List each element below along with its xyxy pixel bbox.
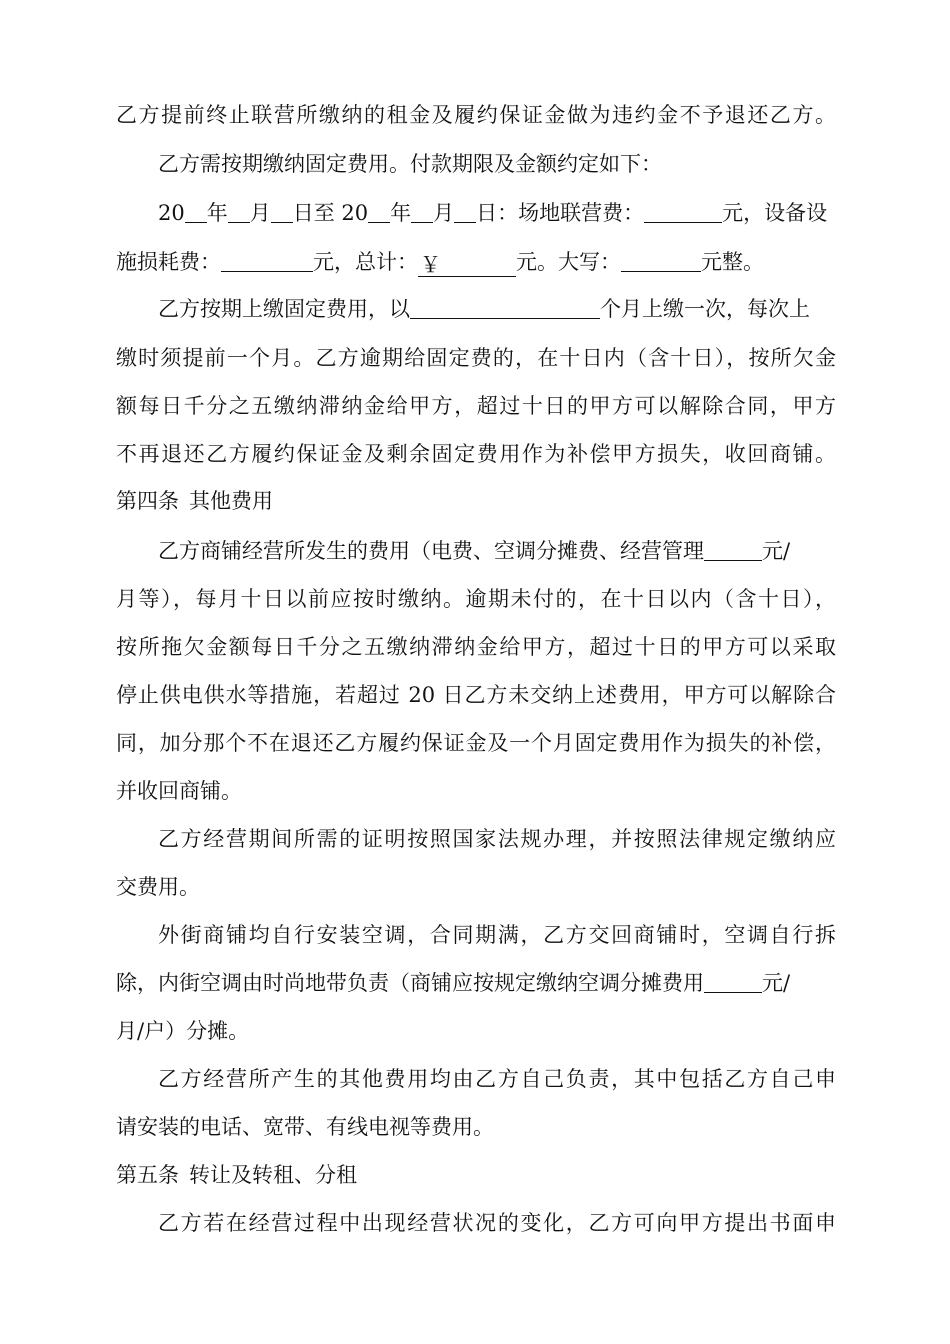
paragraph-line: 请安装的电话、宽带、有线电视等费用。: [116, 1115, 494, 1139]
text-fragment: 年: [206, 201, 228, 225]
paragraph-line: 缴时须提前一个月。乙方逾期给固定费的，在十日内（含十日），按所欠金: [116, 346, 836, 370]
text-fragment: 元。大写：: [516, 250, 621, 274]
paragraph-line: 外街商铺均自行安装空调，合同期满，乙方交回商铺时，空调自行拆: [158, 923, 836, 947]
blank-day-end: [454, 200, 476, 223]
paragraph-line: 乙方经营所产生的其他费用均由乙方自己负责，其中包括乙方自己申: [158, 1067, 836, 1091]
blank-day-start: [271, 200, 293, 223]
blank-amount-in-words: [621, 249, 701, 272]
paragraph-line: 月/户）分摊。: [116, 1019, 250, 1043]
installment-line: [158, 294, 836, 324]
blank-total-amount: [418, 254, 516, 277]
text-fragment: 元/: [762, 539, 791, 563]
article-5-heading: [116, 1160, 836, 1190]
blank-year-end: [368, 200, 390, 223]
text-fragment: 月: [433, 201, 455, 225]
blank-equipment-fee: [221, 249, 313, 272]
paragraph-line: 并收回商铺。: [116, 779, 242, 803]
paragraph-line: 乙方若在经营过程中出现经营状况的变化，乙方可向甲方提出书面申: [158, 1211, 836, 1235]
text-fragment: 元/: [762, 971, 791, 995]
text-fragment: 元，总计：: [313, 250, 418, 274]
paragraph-line: 同，加分那个不在退还乙方履约保证金及一个月固定费用作为损失的补偿，: [116, 731, 836, 755]
paragraph-line: 乙方经营期间所需的证明按照国家法规办理，并按照法律规定缴纳应: [158, 827, 836, 851]
paragraph-line: 月等），每月十日以前应按时缴纳。逾期未付的，在十日以内（含十日），: [116, 587, 836, 611]
blank-month-end: [411, 200, 433, 223]
paragraph-line: 额每日千分之五缴纳滞纳金给甲方，超过十日的甲方可以解除合同，甲方: [116, 394, 836, 418]
article-number: 第四条: [116, 489, 179, 513]
blank-management-fee: [704, 538, 762, 561]
article-4-heading: [116, 486, 836, 516]
payment-period-line: [158, 198, 836, 228]
text-fragment: 除，内街空调由时尚地带负责（商铺应按规定缴纳空调分摊费用: [116, 971, 704, 995]
blank-installment-months: [410, 296, 600, 319]
text-fragment: 日：场地联营费：: [476, 201, 645, 225]
yen-sign: ￥: [420, 253, 441, 277]
paragraph-line: 乙方需按期缴纳固定费用。付款期限及金额约定如下：: [158, 152, 662, 176]
article-title: 转让及转租、分租: [189, 1163, 357, 1187]
text-fragment: 月: [249, 201, 271, 225]
paragraph-line: 乙方提前终止联营所缴纳的租金及履约保证金做为违约金不予退还乙方。: [116, 103, 836, 127]
paragraph-line: 交费用。: [116, 875, 200, 899]
other-fees-line: [158, 536, 836, 566]
text-fragment: 元，设备设: [722, 201, 828, 225]
aircon-share-line: [116, 968, 836, 998]
article-number: 第五条: [116, 1163, 179, 1187]
text-fragment: 施损耗费：: [116, 250, 221, 274]
paragraph-line: 按所拖欠金额每日千分之五缴纳滞纳金给甲方，超过十日的甲方可以采取: [116, 635, 836, 659]
blank-month-start: [228, 200, 250, 223]
text-fragment: 乙方按期上缴固定费用，以: [158, 297, 410, 321]
fee-total-line: [116, 247, 836, 277]
paragraph-line: 不再退还乙方履约保证金及剩余固定费用作为补偿甲方损失，收回商铺。: [116, 442, 836, 466]
blank-aircon-fee: [704, 970, 762, 993]
text-fragment: 个月上缴一次，每次上: [600, 297, 810, 321]
blank-year-start: [185, 200, 207, 223]
text-fragment: 元整。: [701, 250, 764, 274]
text-fragment: 年: [390, 201, 412, 225]
blank-venue-fee: [644, 200, 722, 223]
article-title: 其他费用: [189, 489, 273, 513]
text-fragment: 日至 20: [292, 201, 369, 225]
text-fragment: 乙方商铺经营所发生的费用（电费、空调分摊费、经营管理: [158, 539, 704, 563]
paragraph-line: 停止供电供水等措施，若超过 20 日乙方未交纳上述费用，甲方可以解除合: [116, 683, 836, 707]
text-fragment: 20: [158, 201, 185, 225]
